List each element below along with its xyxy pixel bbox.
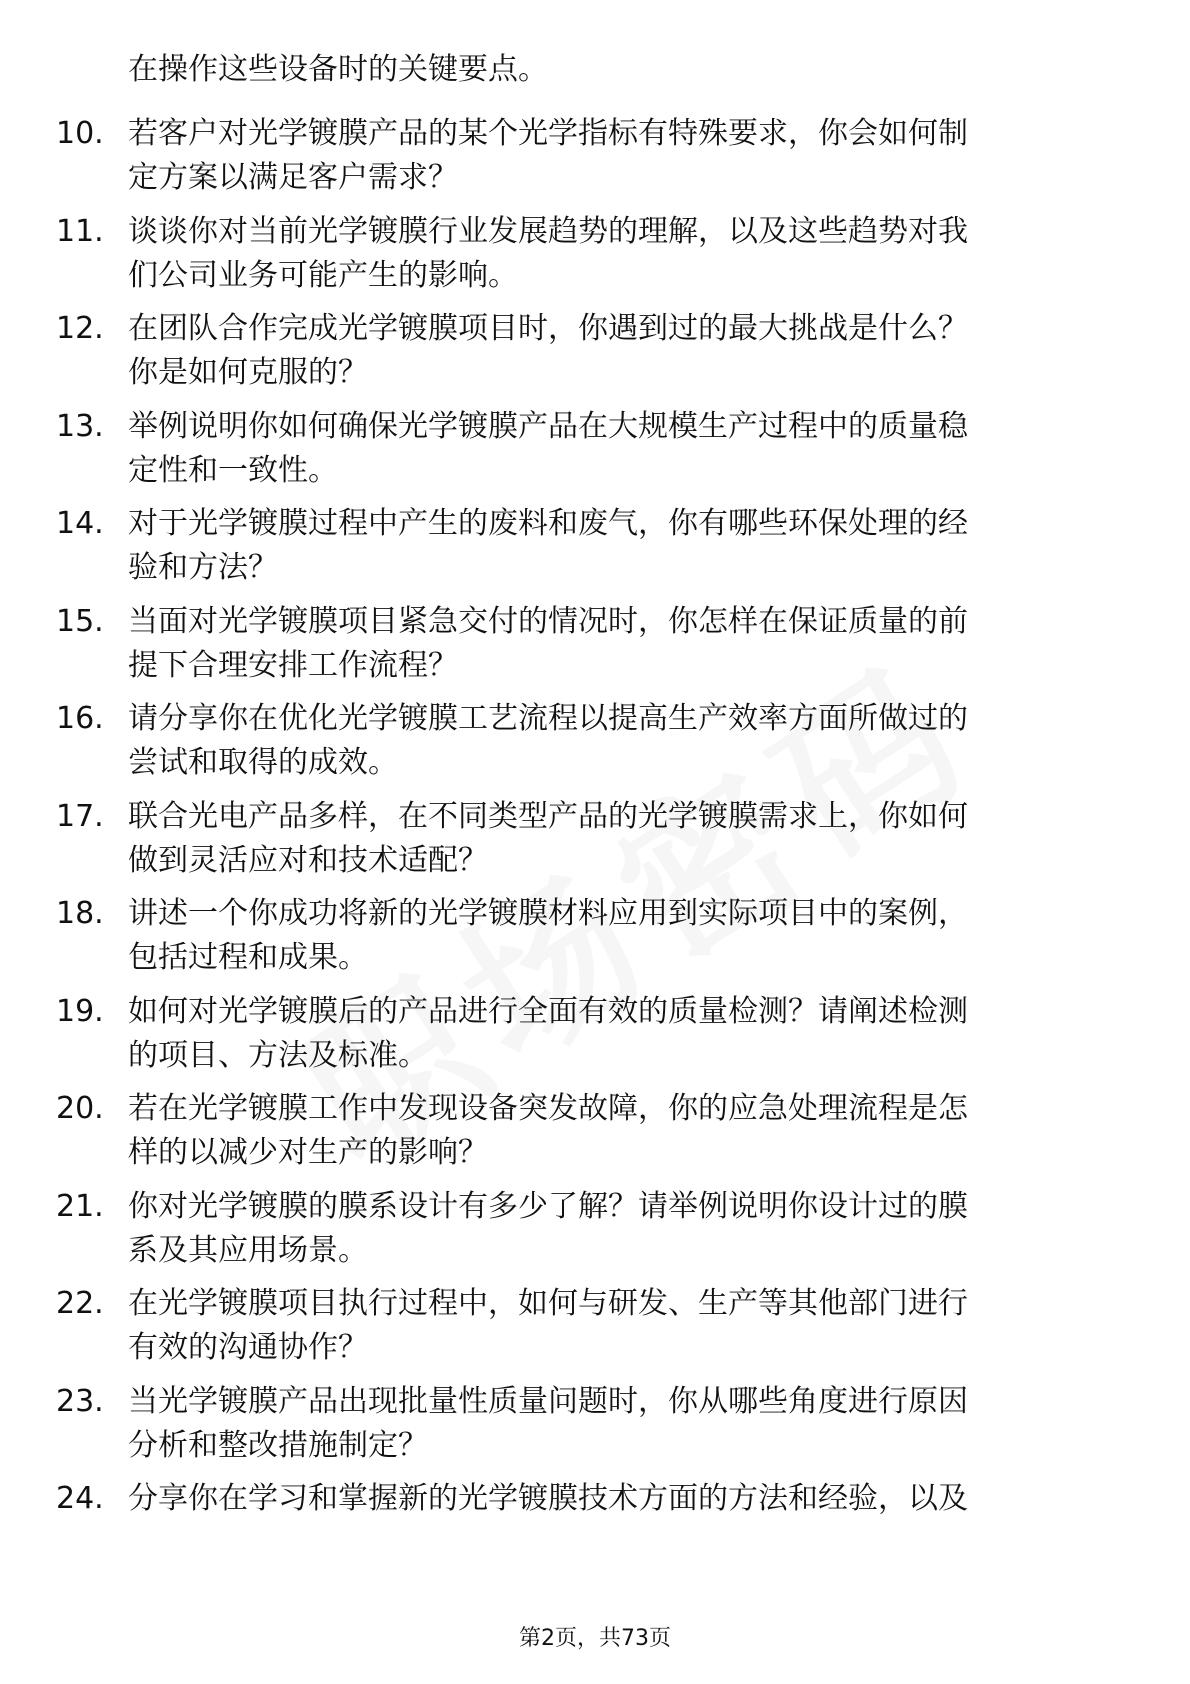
item-text-line: 当面对光学镀膜项目紧急交付的情况时，你怎样在保证质量的前 [128,603,968,639]
item-text [128,1087,1118,1175]
item-text [128,795,1118,883]
item-number: 14. [56,506,104,541]
item-text-line: 举例说明你如何确保光学镀膜产品在大规模生产过程中的质量稳 [128,408,968,444]
list-item [0,1477,1190,1575]
item-number: 11. [56,213,104,249]
list-item [0,307,1190,405]
item-text-line: 若在光学镀膜工作中发现设备突发故障，你的应急处理流程是怎 [128,1091,968,1126]
list-item [0,697,1190,795]
item-number: 17. [56,798,104,834]
item-number: 21. [56,1188,104,1224]
item-text-line: 分享你在学习和掌握新的光学镀膜技术方面的方法和经验，以及 [128,1481,968,1516]
item-text-line: 当光学镀膜产品出现批量性质量问题时，你从哪些角度进行原因 [128,1383,968,1419]
question-list [0,112,1190,1575]
item-text-line: 包括过程和成果。 [128,940,368,975]
item-text-line: 系及其应用场景。 [128,1232,368,1268]
item-text-line: 讲述一个你成功将新的光学镀膜材料应用到实际项目中的案例， [128,896,968,931]
item-text-line: 在团队合作完成光学镀膜项目时，你遇到过的最大挑战是什么？ [128,311,968,346]
item-text-line: 们公司业务可能产生的影响。 [128,257,518,293]
continuation-text: 在操作这些设备时的关键要点。 [128,52,548,87]
item-text [128,502,1118,590]
item-number: 24. [56,1481,104,1516]
item-text-line: 有效的沟通协作？ [128,1330,368,1365]
item-text-line: 谈谈你对当前光学镀膜行业发展趋势的理解，以及这些趋势对我 [128,213,968,249]
item-text [128,405,1118,493]
item-number: 16. [56,701,104,736]
list-item [0,1185,1190,1283]
item-text-line: 若客户对光学镀膜产品的某个光学指标有特殊要求，你会如何制 [128,116,968,151]
item-text [128,112,1118,200]
item-text [128,892,1118,980]
item-text-line: 做到灵活应对和技术适配？ [128,842,488,878]
item-number: 13. [56,408,104,444]
item-text-line: 联合光电产品多样，在不同类型产品的光学镀膜需求上，你如何 [128,798,968,834]
item-text-line: 你是如何克服的？ [128,355,368,390]
list-item [0,405,1190,503]
item-text-line: 分析和整改措施制定？ [128,1427,428,1463]
page-footer: 第2页，共73页 [519,1626,671,1651]
item-number: 23. [56,1383,104,1419]
item-number: 12. [56,311,104,346]
item-text-line: 请分享你在优化光学镀膜工艺流程以提高生产效率方面所做过的 [128,701,968,736]
item-text [128,1380,1118,1468]
item-text [128,307,1118,395]
item-number: 15. [56,603,104,639]
item-text [128,1477,1118,1521]
list-item [0,1380,1190,1478]
item-text [128,1185,1118,1273]
item-text-line: 尝试和取得的成效。 [128,745,398,780]
list-item [0,1087,1190,1185]
list-item [0,502,1190,600]
list-item [0,600,1190,698]
list-item [0,1282,1190,1380]
list-item [0,990,1190,1088]
item-text-line: 如何对光学镀膜后的产品进行全面有效的质量检测？请阐述检测 [128,993,968,1029]
item-text [128,697,1118,785]
item-text-line: 验和方法？ [128,550,278,585]
item-number: 18. [56,896,104,931]
item-text-line: 样的以减少对生产的影响？ [128,1135,488,1170]
item-text [128,210,1118,298]
item-text [128,1282,1118,1370]
list-item [0,112,1190,210]
item-number: 10. [56,116,104,151]
item-text-line: 你对光学镀膜的膜系设计有多少了解？请举例说明你设计过的膜 [128,1188,968,1224]
item-text-line: 在光学镀膜项目执行过程中，如何与研发、生产等其他部门进行 [128,1286,968,1321]
list-item [0,210,1190,308]
item-text [128,990,1118,1078]
item-text [128,600,1118,688]
item-text-line: 提下合理安排工作流程？ [128,647,458,683]
item-number: 20. [56,1091,104,1126]
item-text-line: 对于光学镀膜过程中产生的废料和废气，你有哪些环保处理的经 [128,506,968,541]
item-number: 22. [56,1286,104,1321]
list-item [0,892,1190,990]
item-text-line: 的项目、方法及标准。 [128,1037,428,1073]
item-text-line: 定性和一致性。 [128,452,338,488]
list-item [0,795,1190,893]
item-number: 19. [56,993,104,1029]
item-text-line: 定方案以满足客户需求？ [128,160,458,195]
